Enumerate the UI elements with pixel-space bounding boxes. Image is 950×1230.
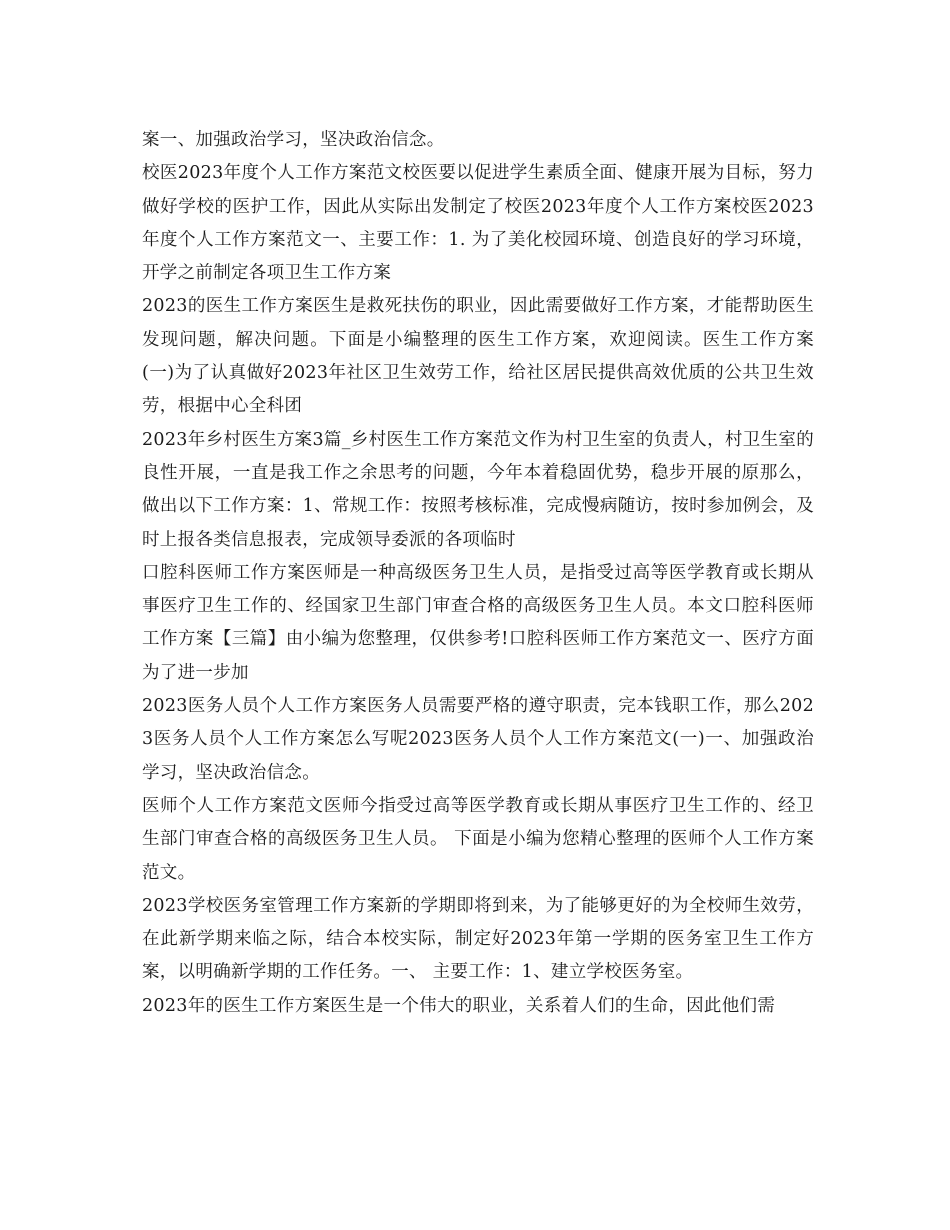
paragraph-4: 2023年乡村医生方案3篇_乡村医生工作方案范文作为村卫生室的负责人，村卫生室的良性开展，一直是我工作之余思考的问题，今年本着稳固优势，稳步开展的原那么，做出以下工作方案：1、常规工作：按照考核标准，完成慢病随访，按时参加例会，及时上报各类信息报表，完成领导委派的各项临时 xyxy=(142,429,814,550)
paragraph-3: 2023的医生工作方案医生是救死扶伤的职业，因此需要做好工作方案，才能帮助医生发现问题，解决问题。下面是小编整理的医生工作方案，欢迎阅读。医生工作方案(一)为了认真做好2023年社区卫生效劳工作，给社区居民提供高效优质的公共卫生效劳，根据中心全科团 xyxy=(142,296,814,417)
paragraph-2: 校医2023年度个人工作方案范文校医要以促进学生素质全面、健康开展为目标，努力做好学校的医护工作，因此从实际出发制定了校医2023年度个人工作方案校医2023年度个人工作方案范文一、主要工作：1. 为了美化校园环境、创造良好的学习环境，开学之前制定各项卫生工作方案 xyxy=(142,163,814,284)
paragraph-8: 2023学校医务室管理工作方案新的学期即将到来，为了能够更好的为全校师生效劳，在此新学期来临之际，结合本校实际，制定好2023年第一学期的医务室卫生工作方案，以明确新学期的工作任务。一、 主要工作：1、建立学校医务室。 xyxy=(142,895,814,983)
paragraph-9: 2023年的医生工作方案医生是一个伟大的职业，关系着人们的生命，因此他们需 xyxy=(142,995,776,1016)
paragraph-1: 案一、加强政治学习，坚决政治信念。 xyxy=(142,130,445,150)
paragraph-6: 2023医务人员个人工作方案医务人员需要严格的遵守职责，完本钱职工作，那么2023医务人员个人工作方案怎么写呢2023医务人员个人工作方案范文(一)一、加强政治学习，坚决政治信念。 xyxy=(142,696,814,783)
document-page xyxy=(142,124,814,1023)
paragraph-5: 口腔科医师工作方案医师是一种高级医务卫生人员，是指受过高等医学教育或长期从事医疗卫生工作的、经国家卫生部门审查合格的高级医务卫生人员。本文口腔科医师工作方案【三篇】由小编为您整理，仅供参考!口腔科医师工作方案范文一、医疗方面为了进一步加 xyxy=(142,562,814,683)
paragraph-7: 医师个人工作方案范文医师今指受过高等医学教育或长期从事医疗卫生工作的、经卫生部门审查合格的高级医务卫生人员。 下面是小编为您精心整理的医师个人工作方案范文。 xyxy=(142,795,814,883)
